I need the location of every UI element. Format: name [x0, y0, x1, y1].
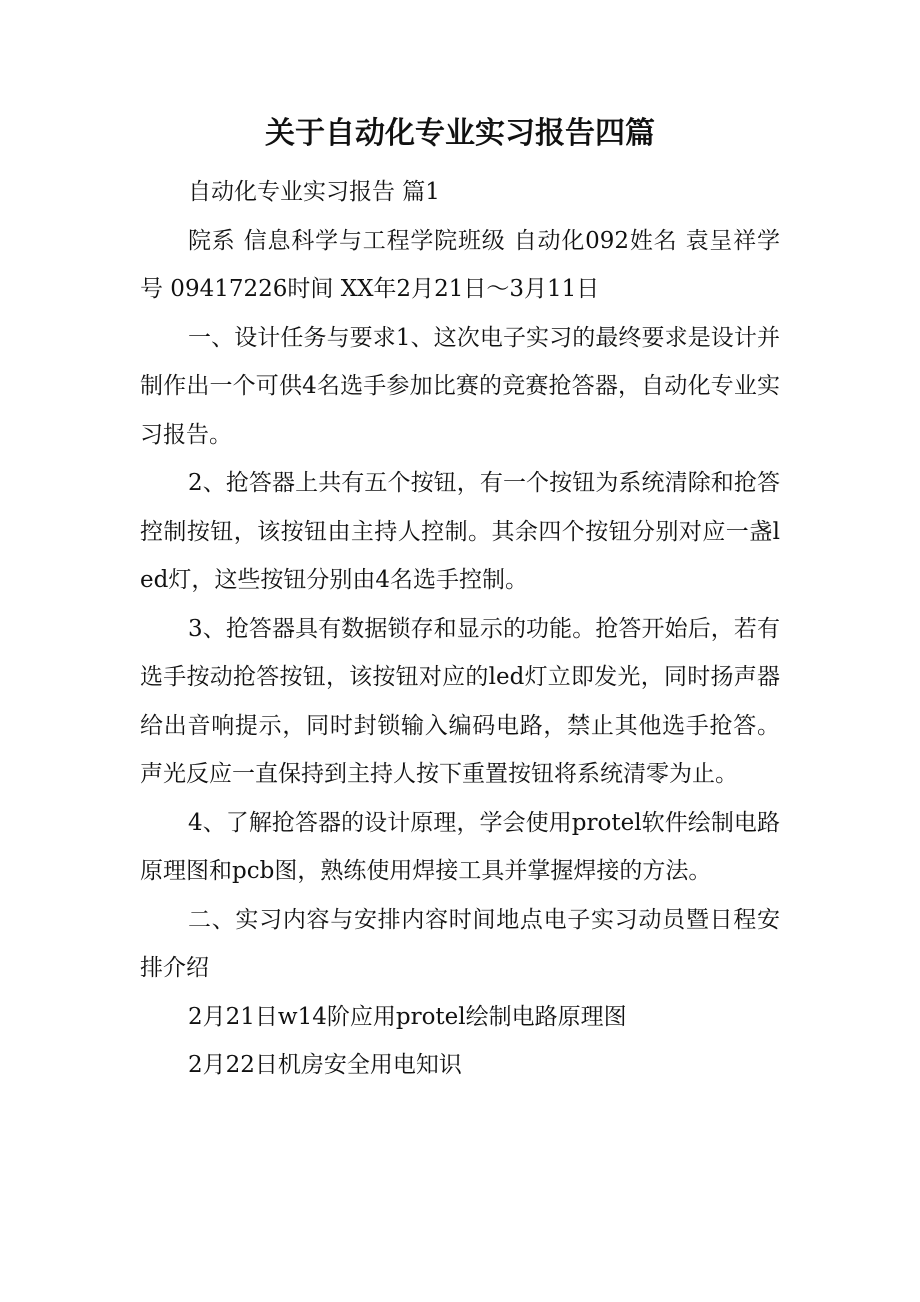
schedule-item-feb21: 2月21日w14阶应用protel绘制电路原理图 [188, 1003, 627, 1030]
section-heading-part1: 自动化专业实习报告 篇1 [188, 179, 440, 205]
design-principle-paragraph: 4、了解抢答器的设计原理，学会使用protel软件绘制电路原理图和pcb图，熟练使用焊接工具并掌握焊接的方法。 [140, 809, 780, 884]
buttons-paragraph: 2、抢答器上共有五个按钮，有一个按钮为系统清除和抢答控制按钮，该按钮由主持人控制。其余四个按钮分别对应一盏led灯，这些按钮分别由4名选手控制。 [140, 470, 780, 593]
schedule-item-feb22: 2月22日机房安全用电知识 [188, 1052, 462, 1078]
document-title: 关于自动化专业实习报告四篇 [265, 116, 655, 151]
schedule-intro-paragraph: 二、实习内容与安排内容时间地点电子实习动员暨日程安排介绍 [140, 906, 780, 981]
latch-display-paragraph: 3、抢答器具有数据锁存和显示的功能。抢答开始后，若有选手按动抢答按钮，该按钮对应的led灯立即发光，同时扬声器给出音响提示，同时封锁输入编码电路，禁止其他选手抢答。声光反应一直保持到主持人按下重置按钮将系统清零为止。 [140, 615, 780, 787]
student-info-paragraph: 院系 信息科学与工程学院班级 自动化092姓名 袁呈祥学号 09417226时间 XX年2月21日～3月11日 [140, 227, 780, 302]
document-page [140, 108, 780, 1090]
design-task-paragraph: 一、设计任务与要求1、这次电子实习的最终要求是设计并制作出一个可供4名选手参加比赛的竞赛抢答器，自动化专业实习报告。 [140, 324, 780, 448]
